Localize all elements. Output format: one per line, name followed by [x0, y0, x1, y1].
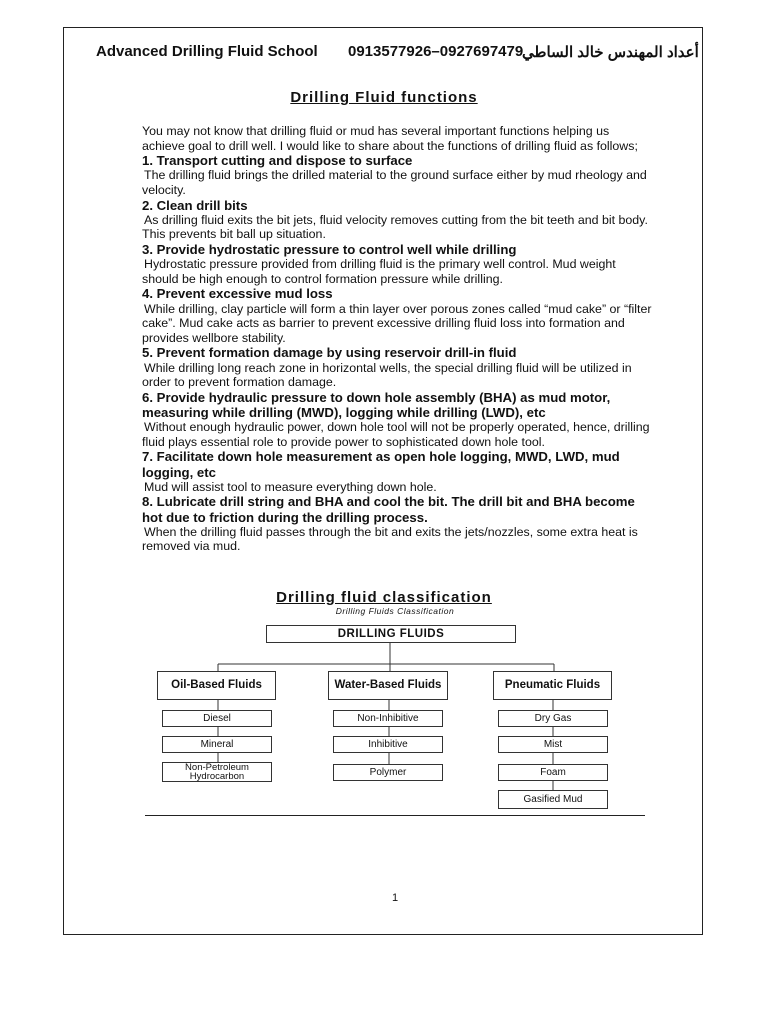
page-number: 1	[391, 892, 399, 904]
water-item-inhibitive: Inhibitive	[333, 736, 443, 753]
water-item-non-inhibitive: Non-Inhibitive	[333, 710, 443, 727]
functions-text	[142, 124, 652, 554]
school-name: Advanced Drilling Fluid School	[96, 43, 318, 60]
root-box-drilling-fluids: DRILLING FLUIDS	[266, 625, 516, 643]
function-heading: 2. Clean drill bits	[142, 197, 248, 213]
function-heading: 8. Lubricate drill string and BHA and cool the bit. The drill bit and BHA become hot due to friction during the drilling process.	[142, 494, 635, 525]
intro-paragraph: You may not know that drilling fluid or mud has several important functions helping us achieve goal to drill well. I would like to share about the functions of drilling fluid as follows;	[142, 124, 638, 153]
category-water-based: Water-Based Fluids	[328, 671, 448, 700]
category-oil-based: Oil-Based Fluids	[157, 671, 276, 700]
diagram-caption: Drilling Fluids Classification	[335, 606, 455, 616]
function-heading: 5. Prevent formation damage by using reservoir drill-in fluid	[142, 345, 517, 361]
oil-item-non-petroleum: Non-Petroleum Hydrocarbon	[162, 762, 272, 782]
phone-numbers: 0913577926–0927697479	[348, 43, 524, 60]
classification-title: Drilling fluid classification	[276, 589, 492, 606]
function-text: When the drilling fluid passes through the bit and exits the jets/nozzles, some extra heat is removed via mud.	[142, 524, 638, 554]
category-pneumatic: Pneumatic Fluids	[493, 671, 612, 700]
pneumatic-item-foam: Foam	[498, 764, 608, 781]
page-title: Drilling Fluid functions	[290, 89, 478, 106]
function-text: The drilling fluid brings the drilled material to the ground surface either by mud rheology and velocity.	[142, 168, 647, 197]
horizontal-rule	[145, 815, 645, 816]
function-heading: 1. Transport cutting and dispose to surface	[142, 153, 413, 169]
oil-item-mineral: Mineral	[162, 736, 272, 753]
water-item-polymer: Polymer	[333, 764, 443, 781]
function-text: As drilling fluid exits the bit jets, fluid velocity removes cutting from the bit teeth and bit body. This prevents bit ball up situation.	[142, 212, 648, 242]
function-heading: 4. Prevent excessive mud loss	[142, 286, 333, 302]
function-heading: 7. Facilitate down hole measurement as open hole logging, MWD, LWD, mud logging, etc	[142, 449, 620, 480]
function-text: While drilling, clay particle will form a thin layer over porous zones called “mud cake” or “filter cake”. Mud cake acts as barrier to prevent excessive drilling fluid loss into formation and provides wellbore stability.	[142, 301, 652, 345]
function-heading: 3. Provide hydrostatic pressure to control well while drilling	[142, 241, 517, 257]
pneumatic-item-gasified-mud: Gasified Mud	[498, 790, 608, 809]
document-header	[96, 43, 704, 63]
function-text: While drilling long reach zone in horizontal wells, the special drilling fluid will be utilized in order to prevent formation damage.	[142, 360, 632, 390]
author-name: أعداد المهندس خالد الساطي	[522, 44, 699, 61]
oil-item-diesel: Diesel	[162, 710, 272, 727]
function-text: Hydrostatic pressure provided from drilling fluid is the primary well control. Mud weight should be high enough to control formation pressure while drilling.	[142, 257, 616, 286]
function-text: Mud will assist tool to measure everything down hole.	[144, 479, 437, 494]
pneumatic-item-dry-gas: Dry Gas	[498, 710, 608, 727]
function-text: Without enough hydraulic power, down hole tool will not be properly operated, hence, drilling fluid plays essential role to provide power to sophisticated down hole tool.	[142, 420, 650, 449]
classification-diagram	[140, 604, 650, 814]
pneumatic-item-mist: Mist	[498, 736, 608, 753]
function-heading: 6. Provide hydraulic pressure to down hole assembly (BHA) as mud motor, measuring while drilling (MWD), logging while drilling (LWD), etc	[142, 389, 611, 420]
